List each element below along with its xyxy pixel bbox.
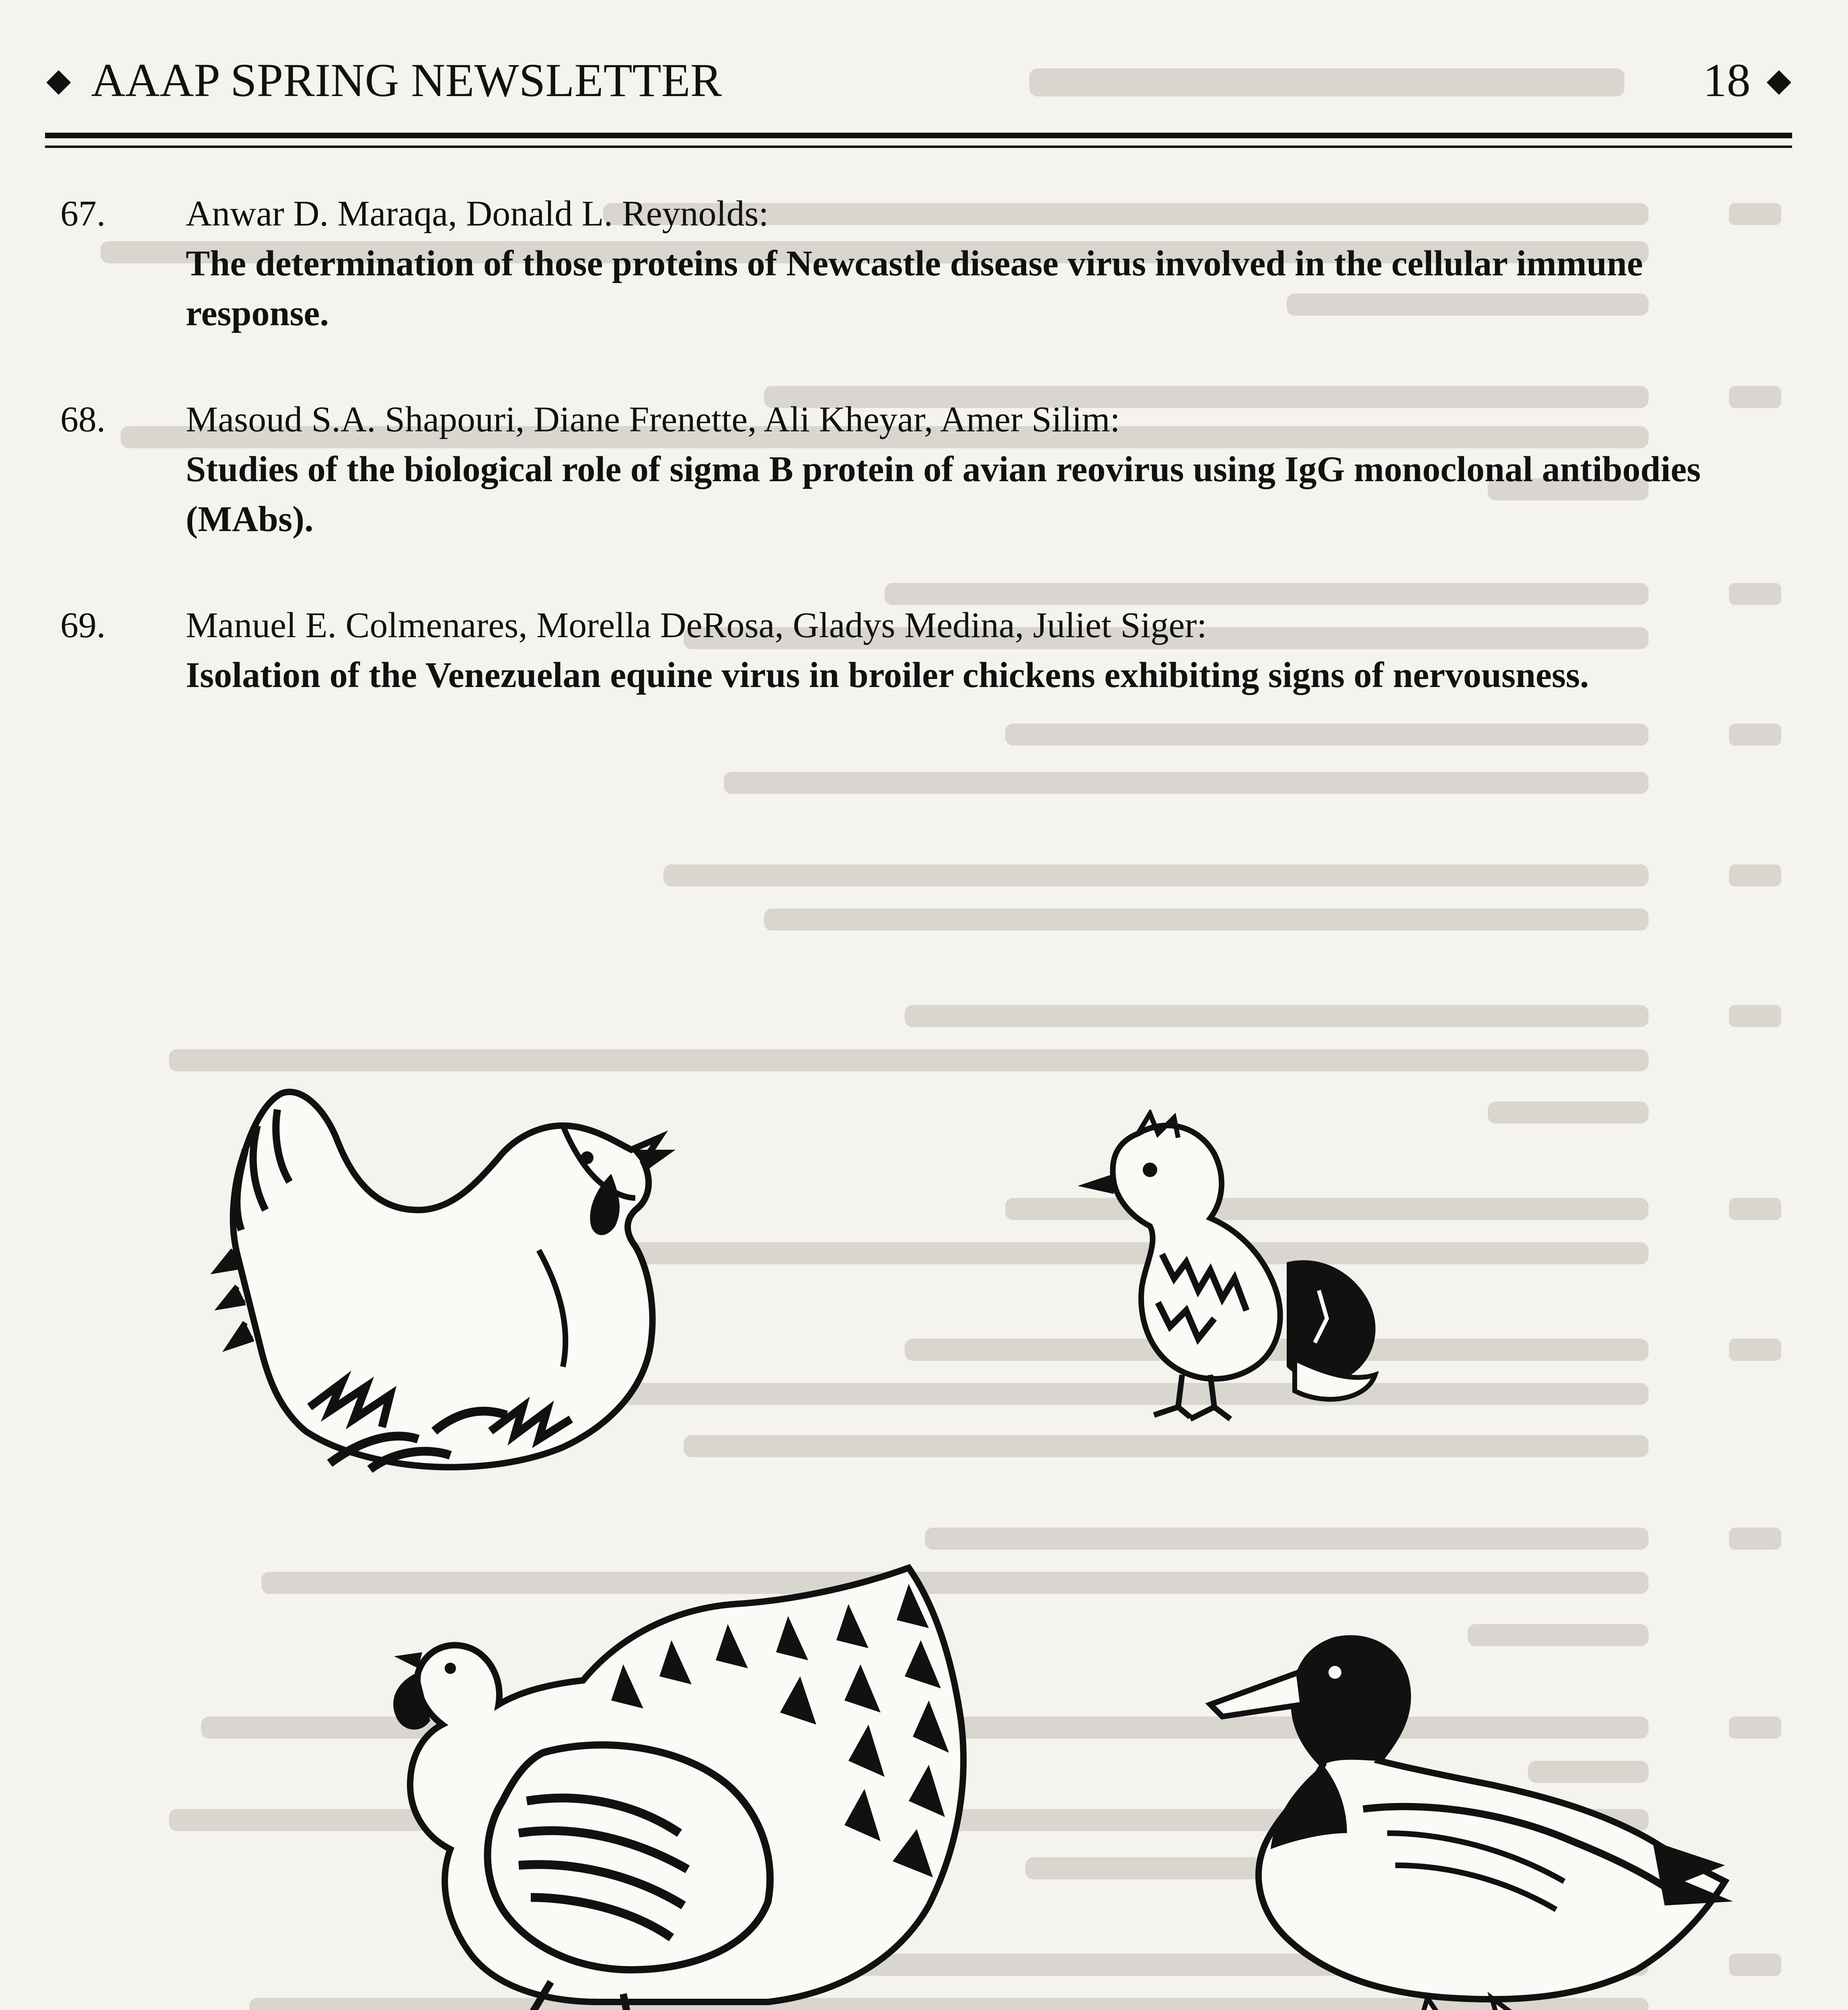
entry-number: 68. (60, 400, 106, 439)
entry-authors: Masoud S.A. Shapouri, Diane Frenette, Ali Kheyar, Amer Silim: (186, 400, 1120, 439)
diamond-icon: ◆ (1766, 63, 1791, 98)
entry-authors: Manuel E. Colmenares, Morella DeRosa, Gladys Medina, Juliet Siger: (186, 605, 1207, 645)
entry-body (186, 395, 1709, 544)
list-item (60, 395, 1709, 544)
header-left (46, 48, 722, 113)
list-item (60, 189, 1709, 338)
duck-illustration (1202, 1624, 1733, 2010)
page-number: 18 (1703, 54, 1751, 107)
entry-authors: Anwar D. Maraqa, Donald L. Reynolds: (186, 194, 769, 234)
entry-number: 69. (60, 605, 106, 645)
chick-illustration (1070, 1110, 1399, 1423)
header-rule-thick (45, 133, 1792, 138)
abstract-list (60, 189, 1709, 757)
diamond-icon: ◆ (46, 63, 71, 98)
entry-number: 67. (60, 194, 106, 234)
header-right (1703, 48, 1791, 113)
entry-body (186, 601, 1709, 700)
header-rule-thin (45, 146, 1792, 148)
entry-title: Studies of the biological role of sigma B protein of avian reovirus using IgG monoclonal antibodies (MAbs). (186, 449, 1701, 539)
turkey-illustration (374, 1560, 977, 2010)
page-header (46, 48, 1791, 113)
entry-body (186, 189, 1709, 338)
entry-title: The determination of those proteins of Newcastle disease virus involved in the cellular immune response. (186, 244, 1643, 333)
hen-illustration (209, 1077, 684, 1487)
newsletter-title: AAAP SPRING NEWSLETTER (91, 54, 722, 107)
entry-title: Isolation of the Venezuelan equine virus in broiler chickens exhibiting signs of nervousness. (186, 655, 1589, 695)
list-item (60, 601, 1709, 700)
